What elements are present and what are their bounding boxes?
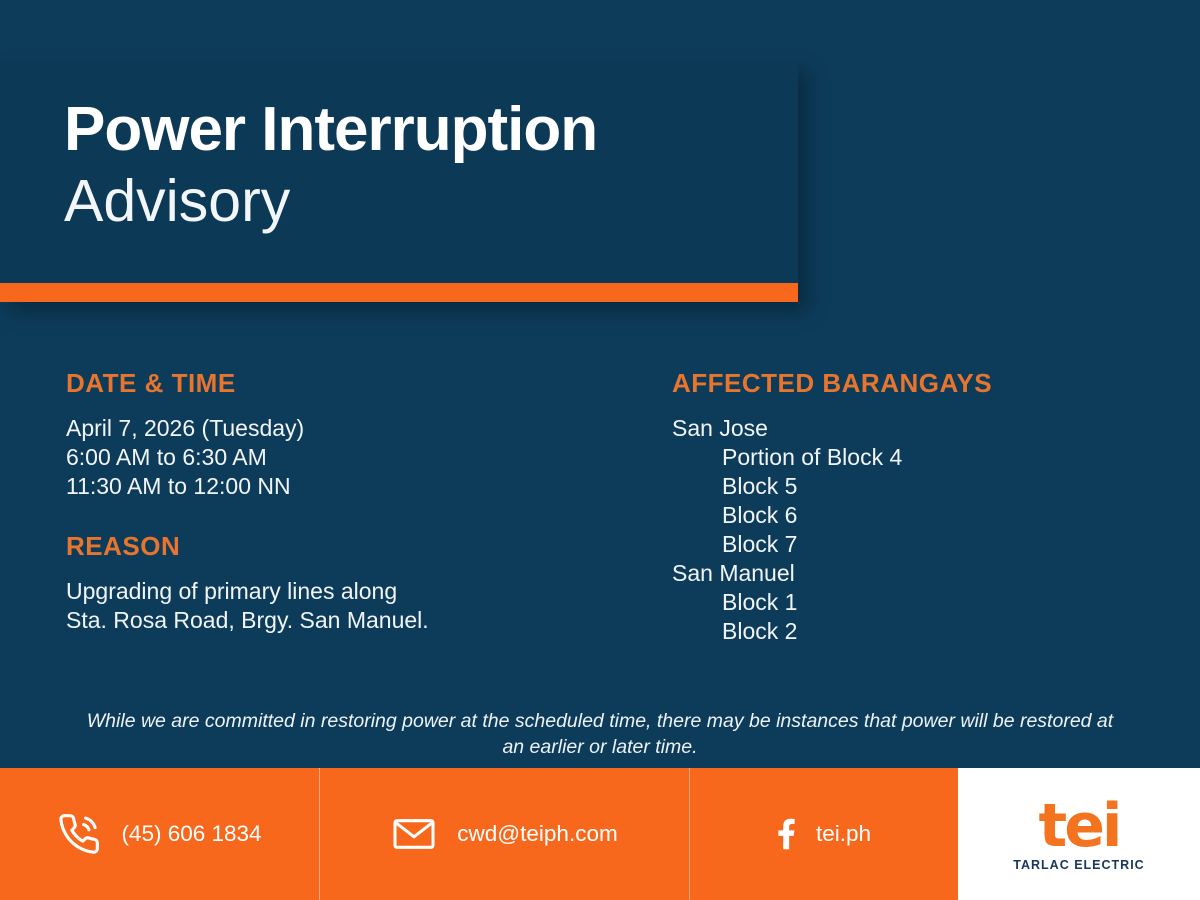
page-subtitle: Advisory [64,168,291,234]
reason-line: Upgrading of primary lines along [66,578,398,604]
reason-line: Sta. Rosa Road, Brgy. San Manuel. [66,607,429,633]
header-banner [0,60,798,302]
left-column [66,368,586,635]
block-item: Block 2 [722,618,798,644]
envelope-icon [391,815,437,853]
affected-barangays-heading: AFFECTED BARANGAYS [672,368,993,398]
block-item: Block 7 [722,531,798,557]
date-line: April 7, 2026 (Tuesday) [66,415,305,441]
header-title-area [0,60,798,283]
affected-barangays-section [672,368,1152,646]
company-logo [958,768,1200,900]
page-title: Power Interruption [64,95,598,164]
footer [0,768,1200,900]
block-item: Portion of Block 4 [722,444,903,470]
footer-phone-section [0,768,320,900]
time-line: 11:30 AM to 12:00 NN [66,473,291,499]
block-item: Block 6 [722,502,798,528]
facebook-icon [777,818,796,850]
reason-section [66,531,586,635]
disclaimer-container [0,708,1200,760]
barangay-name: San Manuel [672,560,795,586]
barangay-name: San Jose [672,415,768,441]
phone-icon [57,812,101,856]
date-time-heading: DATE & TIME [66,368,236,398]
block-item: Block 5 [722,473,798,499]
logo-wordmark: tei [1038,790,1120,861]
facebook-handle: tei.ph [815,821,872,846]
footer-facebook-section [690,768,958,900]
logo-tagline: TARLAC ELECTRIC [1013,857,1145,872]
disclaimer-text: While we are committed in restoring power at the scheduled time, there may be instances that power will be restored at an earlier or later time. [86,710,1114,758]
block-item: Block 1 [722,589,798,615]
time-line: 6:00 AM to 6:30 AM [66,444,267,470]
phone-number: (45) 606 1834 [121,821,262,846]
accent-bar [0,283,798,302]
email-address: cwd@teiph.com [457,821,618,846]
reason-heading: REASON [66,531,181,561]
footer-email-section [320,768,690,900]
